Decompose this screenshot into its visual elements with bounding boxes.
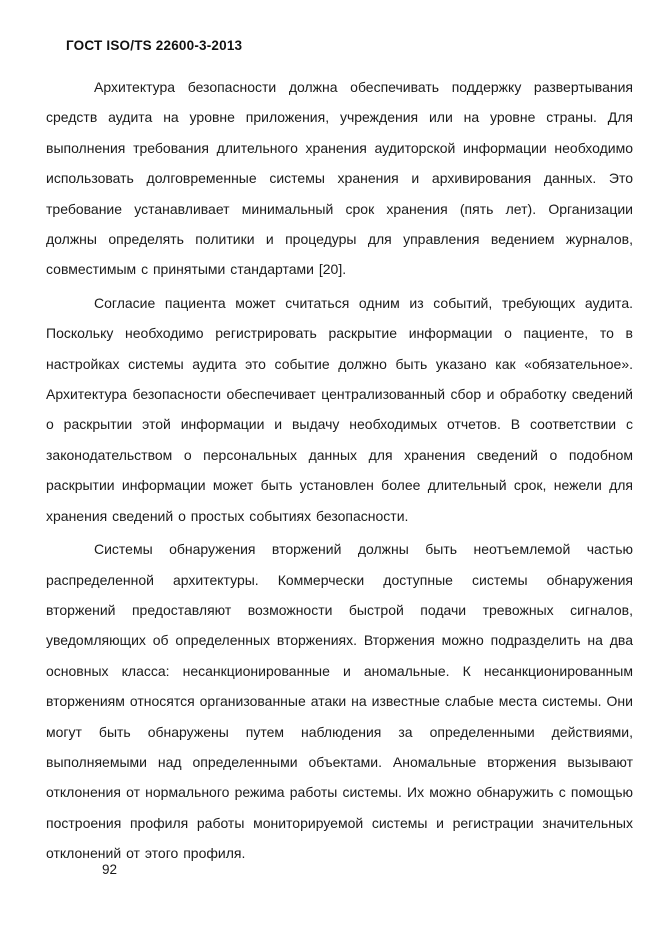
paragraph-patient-consent: Согласие пациента может считаться одним из событий, требующих аудита. Поскольку необходимо регистрировать раскрытие информации о пациенте, то в настройках системы аудита это событие должно быть указано как «обязательное». Архитектура безопасности обеспечивает централизованный сбор и обработку сведений о раскрытии этой информации и выдачу необходимых отчетов. В соответствии с законодательством о персональных данных для хранения сведений о подобном раскрытии информации может быть установлен более длительный срок, нежели для хранения сведений о простых событиях безопасности. bbox=[46, 294, 633, 524]
document-body bbox=[46, 72, 633, 872]
paragraph-audit-architecture: Архитектура безопасности должна обеспечивать поддержку развертывания средств аудита на уровне приложения, учреждения или на уровне страны. Для выполнения требования длительного хранения аудиторской информации необходимо использовать долговременные системы хранения и архивирования данных. Это требование устанавливает минимальный срок хранения (пять лет). Организации должны определять политики и процедуры для управления ведением журналов, совместимым с принятыми стандартами [20]. bbox=[46, 79, 633, 278]
paragraph-intrusion-detection: Системы обнаружения вторжений должны быть неотъемлемой частью распределенной архитектуры. Коммерчески доступные системы обнаружения вторжений предоставляют возможности быстрой подачи тревожных сигналов, уведомляющих об определенных вторжениях. Вторжения можно подразделить на два основных класса: несанкционированные и аномальные. К несанкционированным вторжениям относятся организованные атаки на известные слабые места системы. Они могут быть обнаружены путем наблюдения за определенными действиями, выполняемыми над определенными объектами. Аномальные вторжения вызывают отклонения от нормального режима работы системы. Их можно обнаружить с помощью построения профиля работы мониторируемой системы и регистрации значительных отклонений от этого профиля. bbox=[46, 541, 633, 862]
document-header: ГОСТ ISO/TS 22600-3-2013 bbox=[66, 38, 243, 53]
page-number: 92 bbox=[102, 862, 118, 877]
